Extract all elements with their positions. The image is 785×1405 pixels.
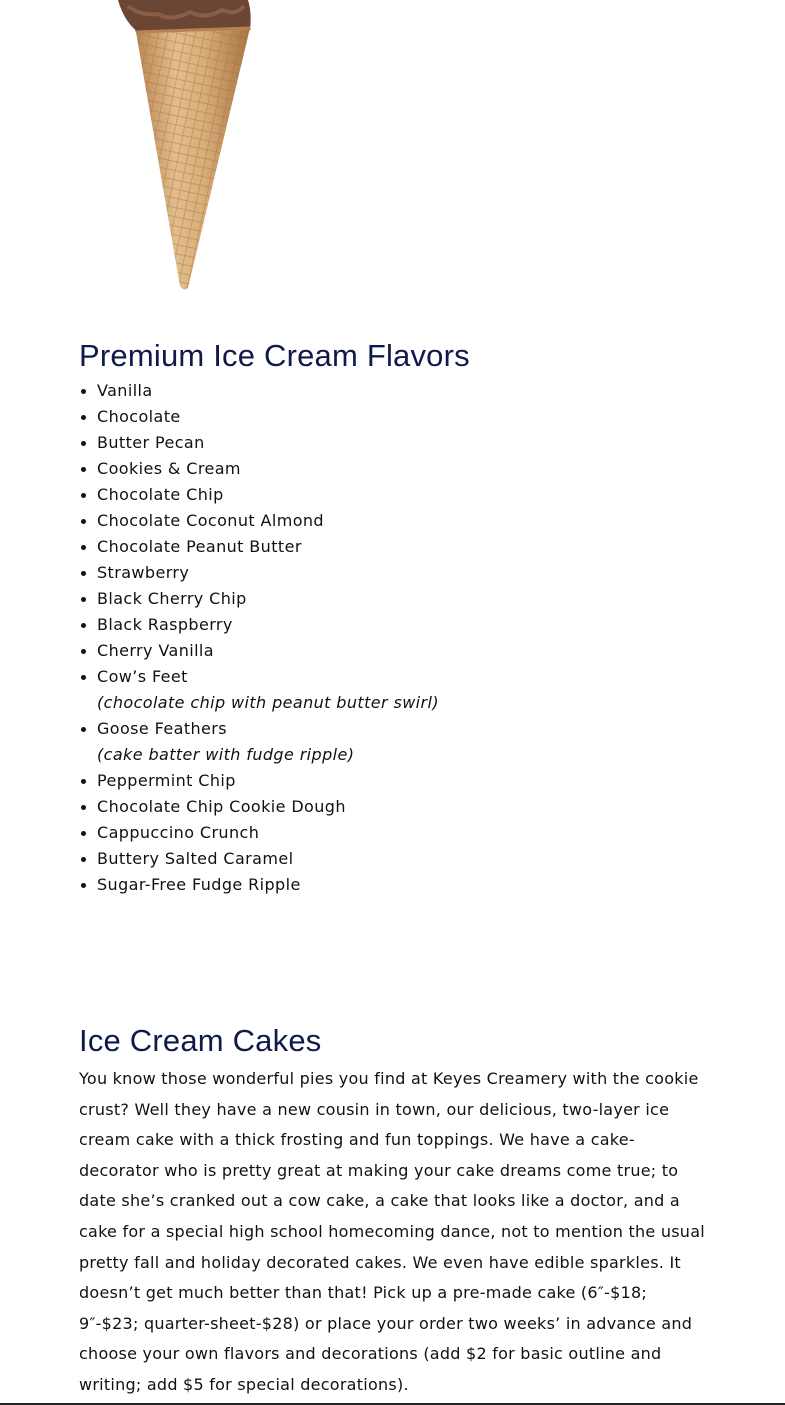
ice-cream-cakes-description: You know those wonderful pies you find at Keyes Creamery with the cookie crust? Well they have a new cousin in town, our delicious, two-layer ice cream cake with a thick frosting and fun toppings. We have a cake-decorator who is pretty great at making your cake dreams come true; to date she’s cranked out a cow cake, a cake that looks like a doctor, and a cake for a special high school homecoming dance, not to mention the usual pretty fall and holiday decorated cakes. We even have edible sparkles. It doesn’t get much better than that! Pick up a pre-made cake (6″-$18; 9″-$23; quarter-sheet-$28) or place your order two weeks’ in advance and choose your own flavors and decorations (add $2 for basic outline and writing; add $5 for special decorations). [79, 1069, 705, 1394]
flavor-name: Vanilla [97, 381, 153, 400]
flavor-list-item [79, 456, 719, 482]
flavors-section [79, 335, 719, 898]
flavor-list-item [79, 430, 719, 456]
flavors-heading: Premium Ice Cream Flavors [79, 338, 470, 373]
flavor-name: Cherry Vanilla [97, 641, 214, 660]
ice-cream-cone-icon [110, 0, 260, 292]
flavor-note: (chocolate chip with peanut butter swirl) [97, 693, 439, 712]
ice-cream-cone-image [110, 0, 260, 292]
flavor-name: Strawberry [97, 563, 190, 582]
flavor-name: Chocolate [97, 407, 181, 426]
flavor-name: Butter Pecan [97, 433, 205, 452]
flavor-name: Black Cherry Chip [97, 589, 247, 608]
flavor-list [79, 378, 719, 898]
flavor-list-item [79, 404, 719, 430]
flavor-list-item [79, 664, 719, 716]
flavor-name: Buttery Salted Caramel [97, 849, 294, 868]
flavor-list-item [79, 378, 719, 404]
flavor-list-item [79, 560, 719, 586]
flavor-name: Chocolate Chip [97, 485, 224, 504]
flavor-note: (cake batter with fudge ripple) [97, 745, 355, 764]
flavor-name: Chocolate Coconut Almond [97, 511, 324, 530]
flavor-name: Sugar-Free Fudge Ripple [97, 875, 301, 894]
ice-cream-cakes-heading: Ice Cream Cakes [79, 1023, 322, 1058]
flavor-list-item [79, 482, 719, 508]
flavor-name: Cookies & Cream [97, 459, 241, 478]
flavor-name: Goose Feathers [97, 719, 227, 738]
flavor-list-item [79, 872, 719, 898]
flavor-list-item [79, 508, 719, 534]
flavor-list-item [79, 794, 719, 820]
flavor-list-item [79, 534, 719, 560]
flavor-list-item [79, 820, 719, 846]
flavor-name: Cappuccino Crunch [97, 823, 260, 842]
flavor-name: Chocolate Chip Cookie Dough [97, 797, 346, 816]
flavor-list-item [79, 612, 719, 638]
flavor-name: Cow’s Feet [97, 667, 188, 686]
flavor-name: Peppermint Chip [97, 771, 236, 790]
flavor-list-item [79, 716, 719, 768]
flavor-list-item [79, 586, 719, 612]
flavor-list-item [79, 638, 719, 664]
flavor-name: Black Raspberry [97, 615, 233, 634]
flavor-list-item [79, 846, 719, 872]
flavor-name: Chocolate Peanut Butter [97, 537, 302, 556]
flavor-list-item [79, 768, 719, 794]
ice-cream-cakes-section [79, 1020, 705, 1401]
